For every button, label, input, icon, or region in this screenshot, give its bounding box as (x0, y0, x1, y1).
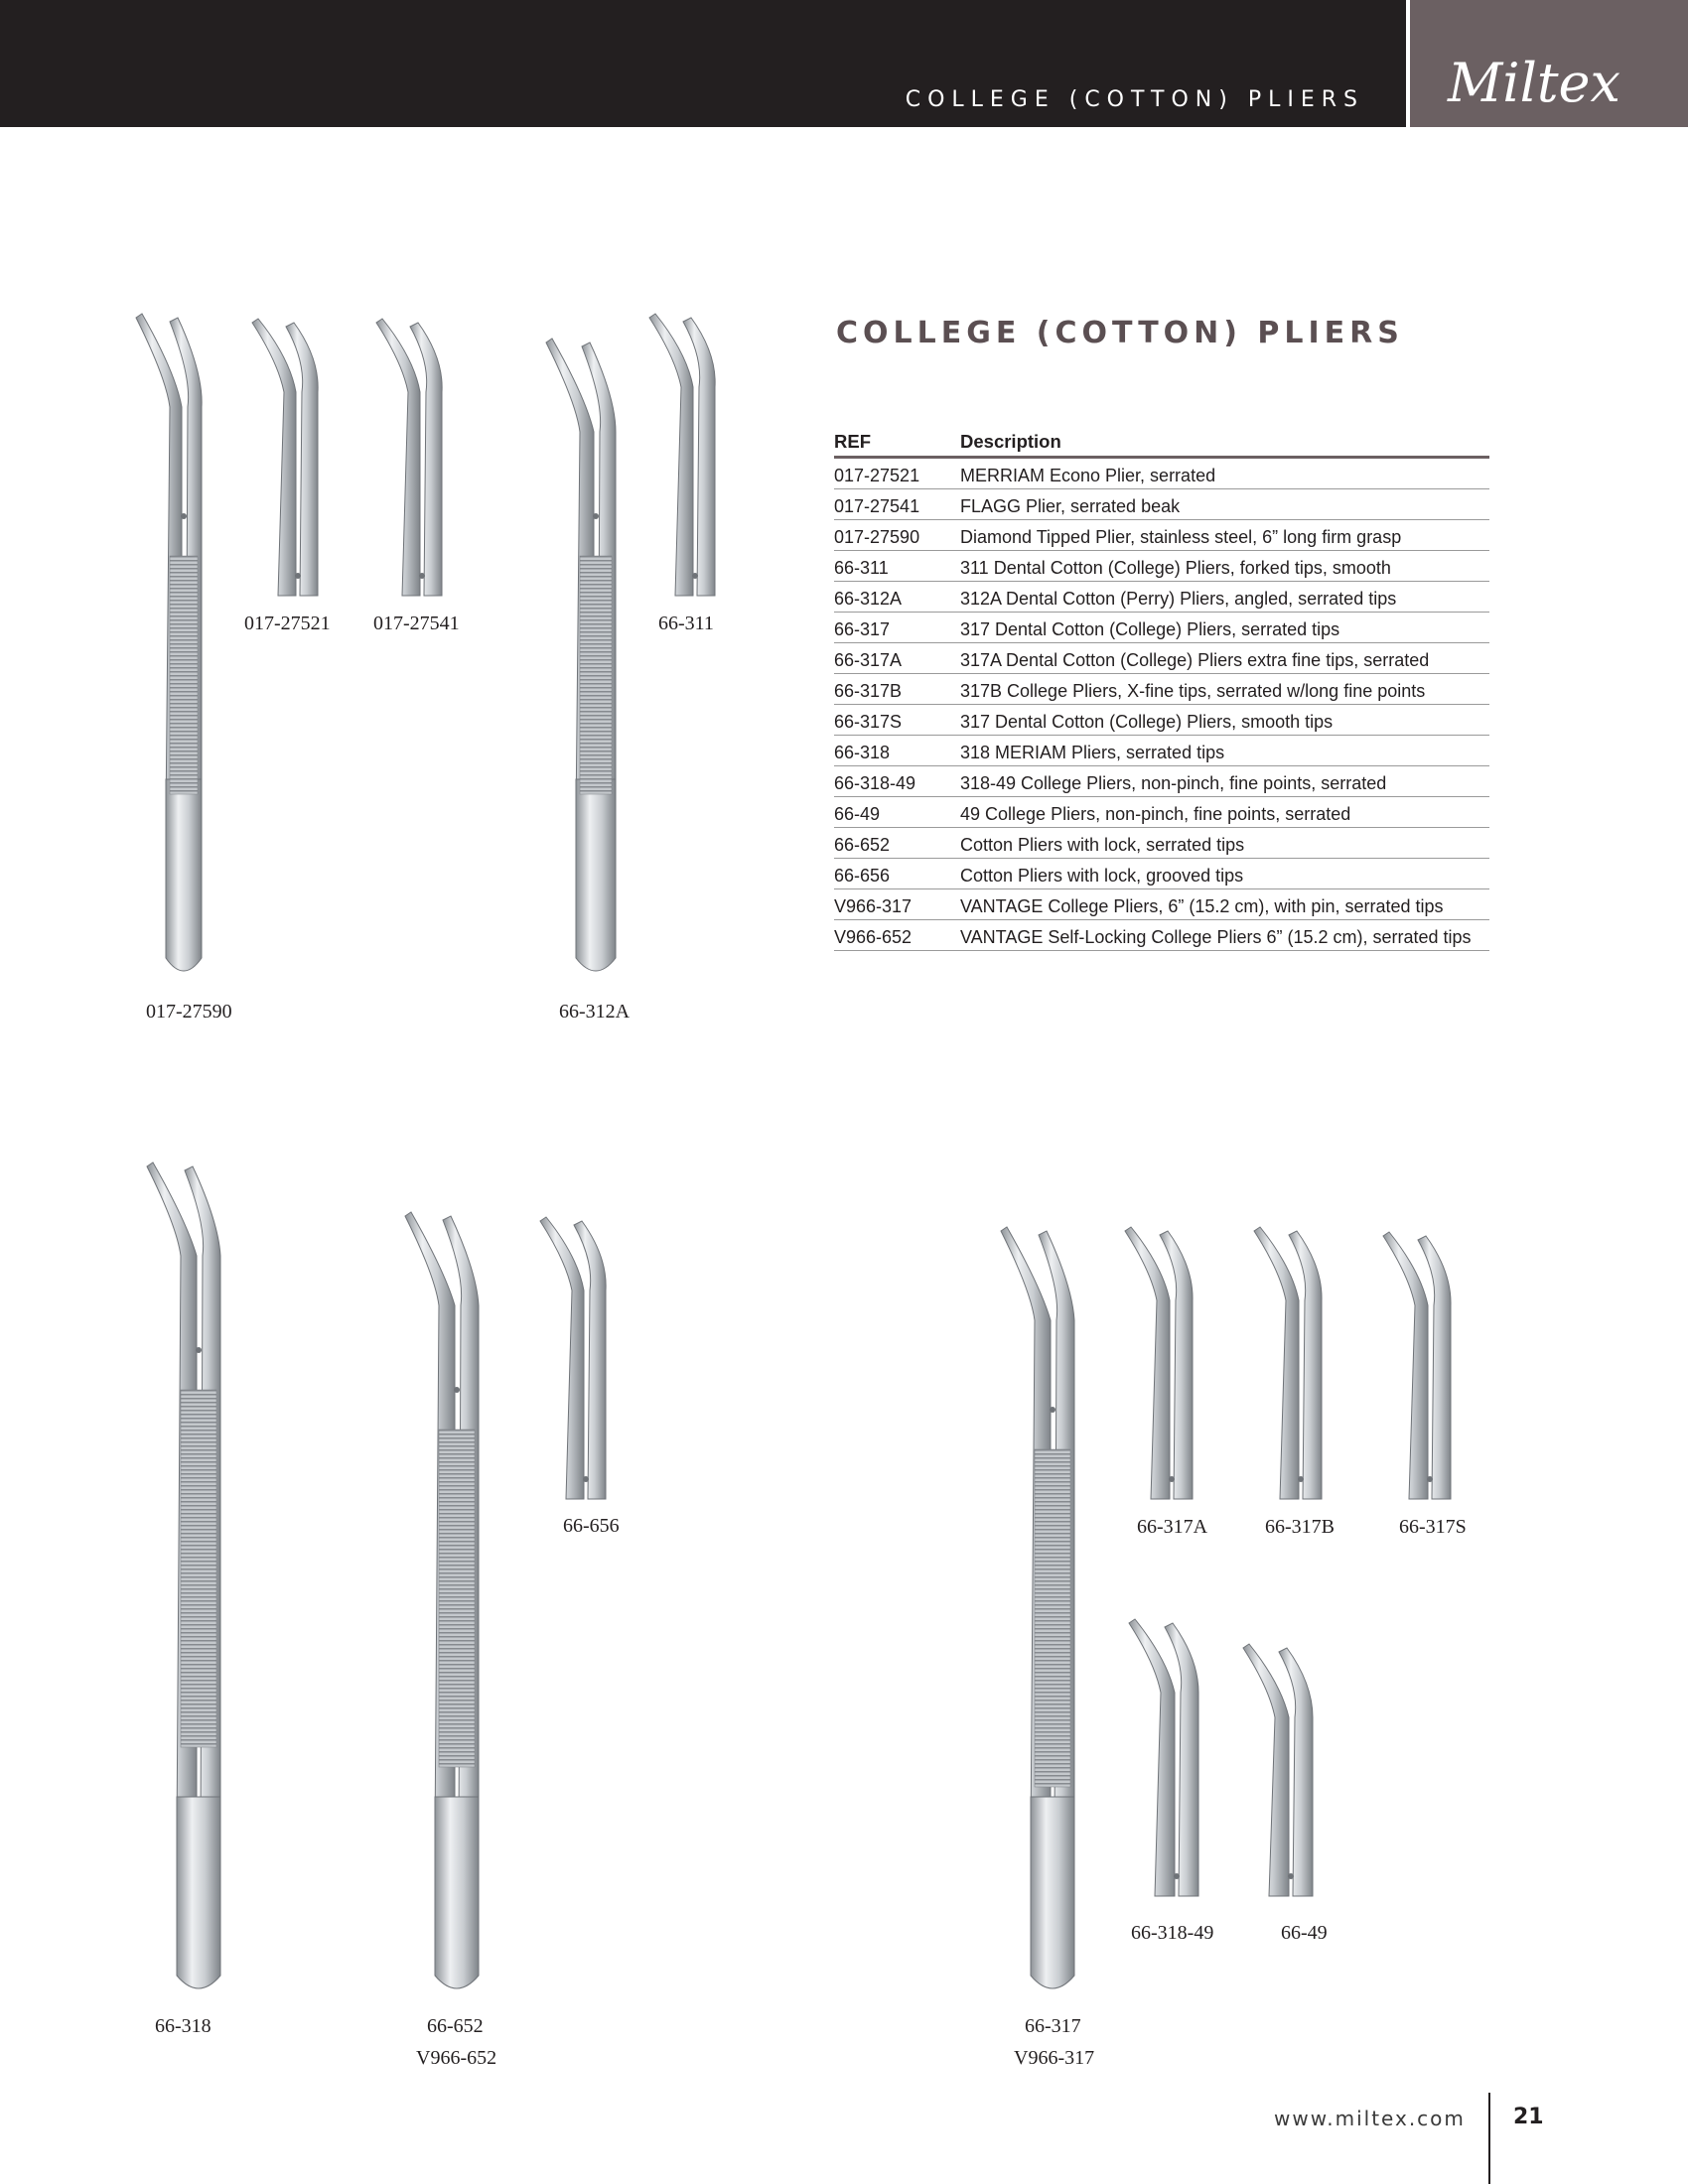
ref-cell: 66-317B (834, 674, 960, 705)
ref-cell: 66-317 (834, 613, 960, 643)
description-cell: 49 College Pliers, non-pinch, fine points, serrated (960, 797, 1489, 828)
ref-cell: 66-656 (834, 859, 960, 889)
ref-cell: 66-317A (834, 643, 960, 674)
ref-cell: 66-312A (834, 582, 960, 613)
description-cell: 311 Dental Cotton (College) Pliers, forked tips, smooth (960, 551, 1489, 582)
plier-66-312a (546, 339, 616, 971)
figure-label-66-312a: 66-312A (559, 1001, 631, 1023)
figure-label-66-317: 66-317 (1025, 2015, 1081, 2037)
ref-cell: 66-311 (834, 551, 960, 582)
description-cell: Diamond Tipped Plier, stainless steel, 6” long firm grasp (960, 520, 1489, 551)
plier-66-317s (1383, 1232, 1451, 1499)
plier-66-656 (540, 1217, 606, 1499)
description-cell: VANTAGE Self-Locking College Pliers 6” (15.2 cm), serrated tips (960, 920, 1489, 951)
figure-label-017-27541: 017-27541 (373, 613, 460, 634)
plier-66-311 (649, 314, 715, 596)
plier-66-318 (147, 1162, 220, 1988)
ref-cell: 017-27590 (834, 520, 960, 551)
plier-66-652 (405, 1212, 479, 1988)
plier-66-49 (1243, 1644, 1313, 1896)
ref-cell: 66-318 (834, 736, 960, 766)
description-cell: 317 Dental Cotton (College) Pliers, serrated tips (960, 613, 1489, 643)
figure-label-017-27521: 017-27521 (244, 613, 331, 634)
ref-cell: V966-652 (834, 920, 960, 951)
figure-label-66-311: 66-311 (658, 613, 714, 634)
description-cell: Cotton Pliers with lock, grooved tips (960, 859, 1489, 889)
plier-66-317 (1001, 1227, 1074, 1988)
figure-label-66-317s: 66-317S (1399, 1516, 1467, 1538)
description-cell: FLAGG Plier, serrated beak (960, 489, 1489, 520)
ref-cell: V966-317 (834, 889, 960, 920)
plier-017-27590 (136, 314, 202, 971)
section-title: COLLEGE (COTTON) PLIERS (905, 87, 1364, 112)
plier-66-317a (1125, 1227, 1193, 1499)
page-number: 21 (1513, 2105, 1544, 2129)
plier-017-27541 (376, 319, 442, 596)
ref-cell: 017-27541 (834, 489, 960, 520)
description-cell: 317B College Pliers, X-fine tips, serrated w/long fine points (960, 674, 1489, 705)
ref-cell: 66-317S (834, 705, 960, 736)
figure-label-66-656: 66-656 (563, 1515, 620, 1537)
footer-url: www.miltex.com (1274, 2107, 1466, 2130)
footer-divider (1488, 2093, 1490, 2184)
description-cell: 312A Dental Cotton (Perry) Pliers, angled, serrated tips (960, 582, 1489, 613)
figure-label-66-318: 66-318 (155, 2015, 211, 2037)
figure-label-v966-317: V966-317 (1014, 2047, 1095, 2069)
description-cell: 318 MERIAM Pliers, serrated tips (960, 736, 1489, 766)
ref-cell: 66-49 (834, 797, 960, 828)
column-header-ref: REF (834, 429, 960, 458)
description-cell: MERRIAM Econo Plier, serrated (960, 458, 1489, 489)
page-title: COLLEGE (COTTON) PLIERS (836, 316, 1404, 350)
column-header-description: Description (960, 429, 1489, 458)
description-cell: Cotton Pliers with lock, serrated tips (960, 828, 1489, 859)
plier-66-317b (1254, 1227, 1322, 1499)
figure-label-66-317b: 66-317B (1265, 1516, 1335, 1538)
figure-label-66-317a: 66-317A (1137, 1516, 1208, 1538)
figure-label-v966-652: V966-652 (416, 2047, 497, 2069)
description-cell: 318-49 College Pliers, non-pinch, fine points, serrated (960, 766, 1489, 797)
figure-label-66-652: 66-652 (427, 2015, 484, 2037)
description-cell: 317 Dental Cotton (College) Pliers, smooth tips (960, 705, 1489, 736)
figure-label-017-27590: 017-27590 (146, 1001, 232, 1023)
plier-017-27521 (252, 319, 318, 596)
plier-66-318-49 (1129, 1619, 1198, 1896)
ref-cell: 66-652 (834, 828, 960, 859)
ref-cell: 66-318-49 (834, 766, 960, 797)
description-cell: 317A Dental Cotton (College) Pliers extra fine tips, serrated (960, 643, 1489, 674)
figure-label-66-318-49: 66-318-49 (1131, 1922, 1214, 1944)
brand-logo-text: Miltex (1448, 52, 1620, 114)
description-cell: VANTAGE College Pliers, 6” (15.2 cm), with pin, serrated tips (960, 889, 1489, 920)
figure-label-66-49: 66-49 (1281, 1922, 1328, 1944)
ref-cell: 017-27521 (834, 458, 960, 489)
